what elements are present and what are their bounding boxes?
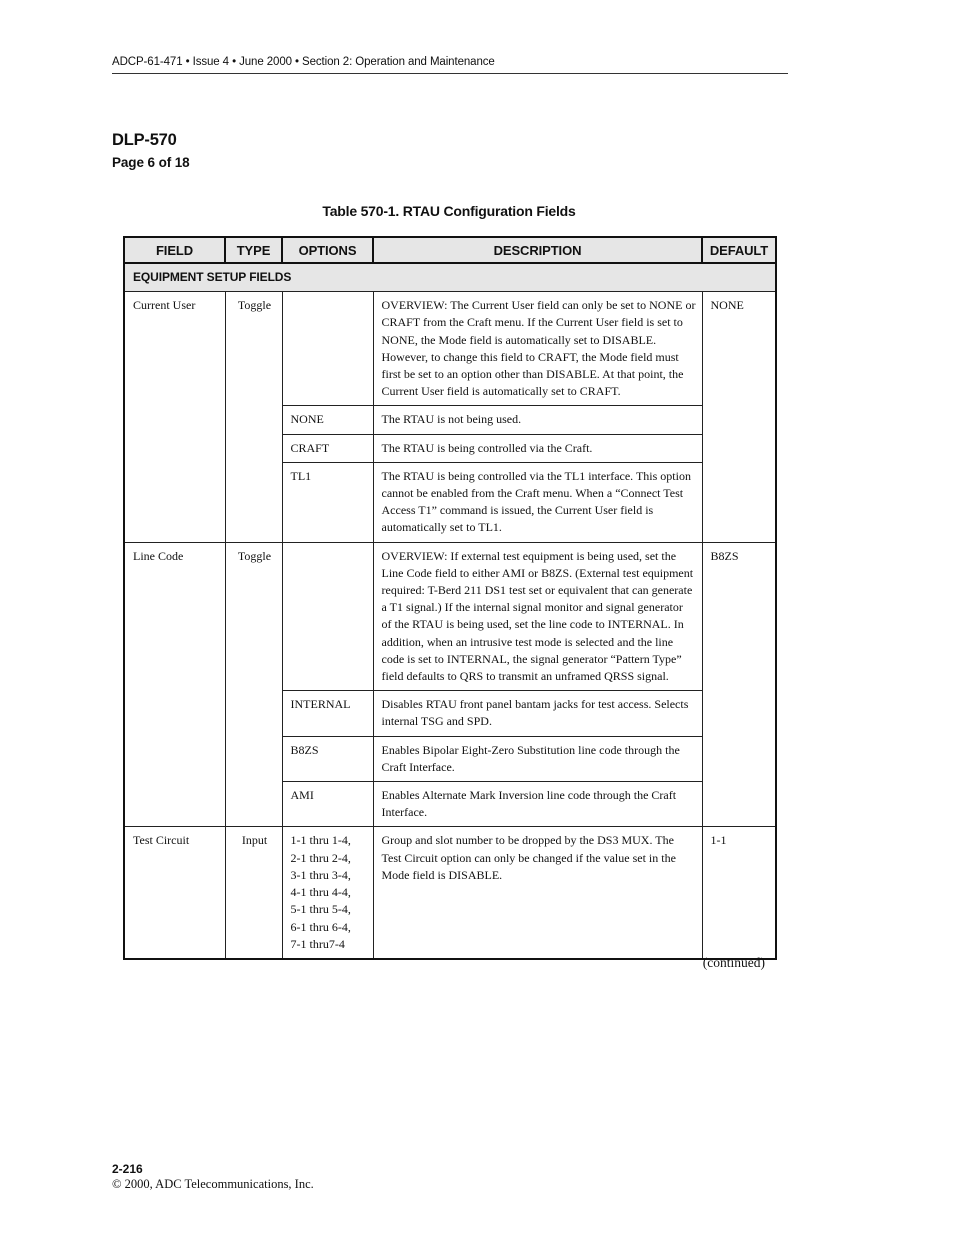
option-cell: CRAFT bbox=[282, 434, 373, 462]
default-cell: 1-1 bbox=[702, 827, 776, 959]
page-number: 2-216 bbox=[112, 1162, 143, 1176]
option-cell: B8ZS bbox=[282, 736, 373, 781]
option-cell bbox=[282, 292, 373, 406]
page-of-label: Page 6 of 18 bbox=[112, 155, 190, 170]
description-cell: Disables RTAU front panel bantam jacks for test access. Selects internal TSG and SPD. bbox=[373, 691, 702, 736]
header-rule bbox=[112, 73, 788, 74]
column-header-field: FIELD bbox=[124, 237, 225, 263]
column-header-description: DESCRIPTION bbox=[373, 237, 702, 263]
option-cell: INTERNAL bbox=[282, 691, 373, 736]
column-header-options: OPTIONS bbox=[282, 237, 373, 263]
option-cell: 1-1 thru 1-4, 2-1 thru 2-4, 3-1 thru 3-4, 4-1 thru 4-4, 5-1 thru 5-4, 6-1 thru 6-4, 7-1 thru7-4 bbox=[282, 827, 373, 959]
default-cell: NONE bbox=[702, 292, 776, 542]
type-cell: Toggle bbox=[225, 292, 282, 542]
description-cell: The RTAU is being controlled via the Craft. bbox=[373, 434, 702, 462]
continued-note: (continued) bbox=[702, 955, 765, 970]
section-title: EQUIPMENT SETUP FIELDS bbox=[124, 263, 776, 292]
description-cell: Enables Alternate Mark Inversion line code through the Craft Interface. bbox=[373, 782, 702, 827]
option-cell: NONE bbox=[282, 406, 373, 434]
procedure-title: DLP-570 bbox=[112, 131, 177, 149]
table-row bbox=[124, 292, 776, 406]
description-cell: Group and slot number to be dropped by the DS3 MUX. The Test Circuit option can only be changed if the value set in the Mode field is DISABLE. bbox=[373, 827, 702, 959]
config-fields-table bbox=[123, 236, 777, 960]
description-cell: The RTAU is not being used. bbox=[373, 406, 702, 434]
option-cell: TL1 bbox=[282, 462, 373, 542]
table-header-row bbox=[124, 237, 776, 263]
field-cell: Current User bbox=[124, 292, 225, 542]
field-cell: Test Circuit bbox=[124, 827, 225, 959]
type-cell: Toggle bbox=[225, 542, 282, 827]
running-head: ADCP-61-471 • Issue 4 • June 2000 • Section 2: Operation and Maintenance bbox=[112, 56, 495, 68]
table-title: Table 570-1. RTAU Configuration Fields bbox=[322, 203, 576, 219]
table-row bbox=[124, 542, 776, 691]
column-header-default: DEFAULT bbox=[702, 237, 776, 263]
default-cell: B8ZS bbox=[702, 542, 776, 827]
description-cell: The RTAU is being controlled via the TL1 interface. This option cannot be enabled from the Craft menu. When a “Connect Test Access T1” command is issued, the Current User field is automatically set to TL1. bbox=[373, 462, 702, 542]
column-header-type: TYPE bbox=[225, 237, 282, 263]
description-cell: Enables Bipolar Eight-Zero Substitution line code through the Craft Interface. bbox=[373, 736, 702, 781]
description-cell: OVERVIEW: The Current User field can only be set to NONE or CRAFT from the Craft menu. If the Current User field is set to NONE, the Mode field is automatically set to DISABLE. However, to change this field to CRAFT, the Mode field must first be set to an option other than DISABLE. At that point, the Current User field is automatically set to CRAFT. bbox=[373, 292, 702, 406]
description-cell: OVERVIEW: If external test equipment is being used, set the Line Code field to either AMI or B8ZS. (External test equipment required: T-Berd 211 DS1 test set or equivalent that can generate a T1 signal.) If the internal signal monitor and signal generator of the RTAU is being used, set the line code to INTERNAL. In addition, when an intrusive test mode is selected and the line code is set to INTERNAL, the signal generator “Pattern Type” field defaults to QRS to transmit an unframed QRSS signal. bbox=[373, 542, 702, 691]
table-row bbox=[124, 827, 776, 959]
section-row bbox=[124, 263, 776, 292]
field-cell: Line Code bbox=[124, 542, 225, 827]
option-cell: AMI bbox=[282, 782, 373, 827]
copyright-notice: © 2000, ADC Telecommunications, Inc. bbox=[112, 1177, 314, 1191]
option-cell bbox=[282, 542, 373, 691]
type-cell: Input bbox=[225, 827, 282, 959]
